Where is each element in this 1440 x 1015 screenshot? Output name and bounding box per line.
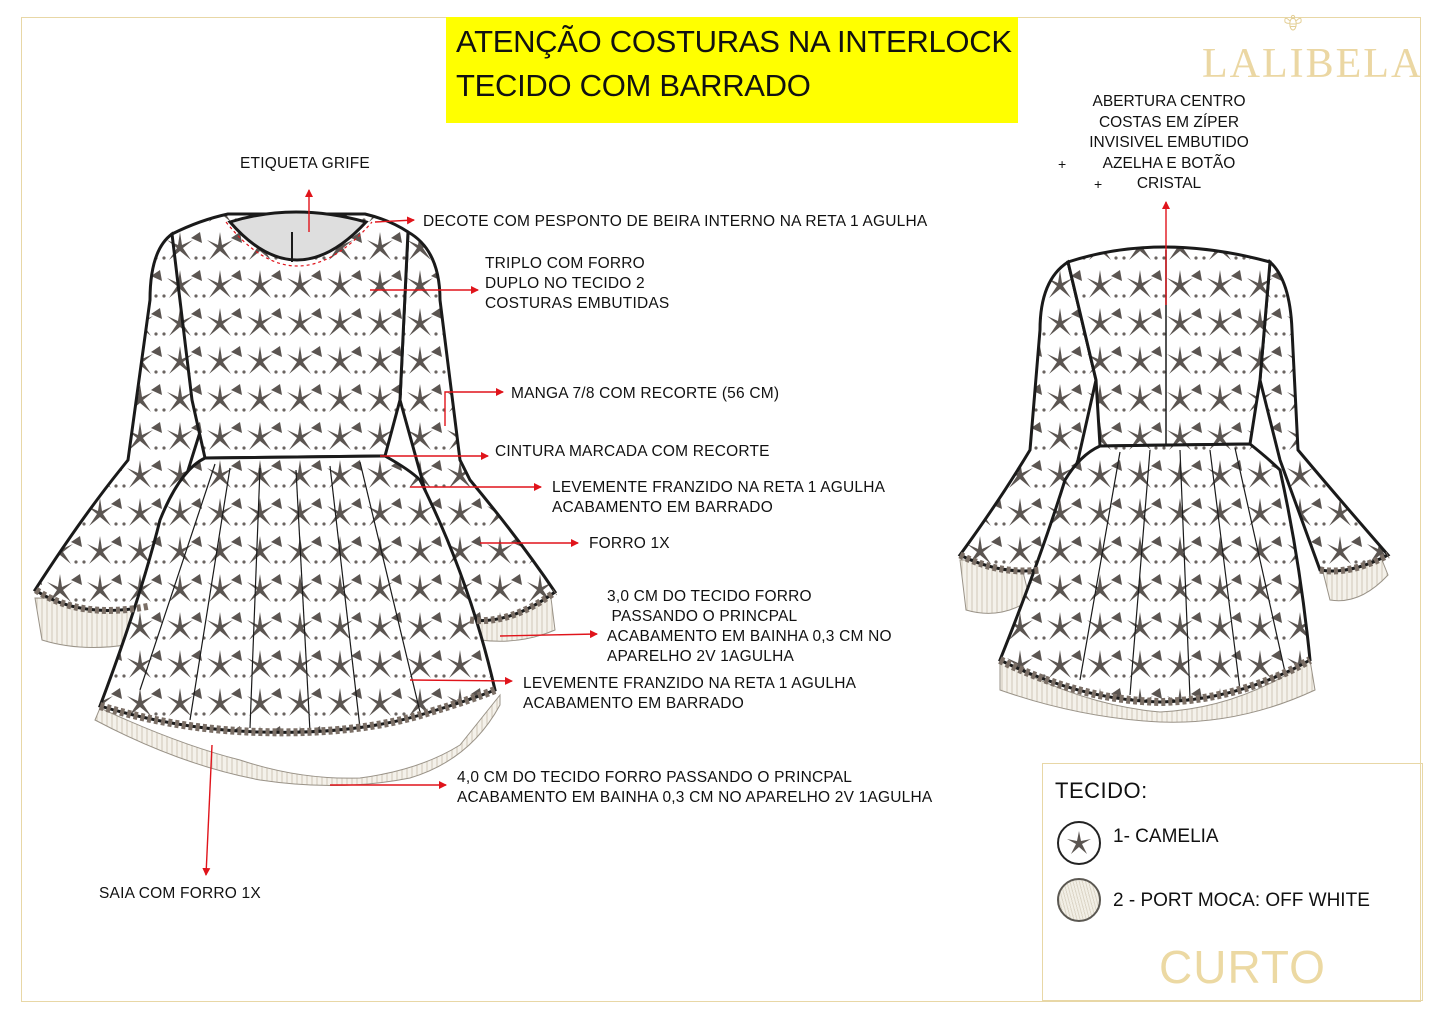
label-manga: MANGA 7/8 COM RECORTE (56 CM) xyxy=(511,385,780,402)
label-triplo-line: DUPLO NO TECIDO 2 xyxy=(485,275,645,292)
back-note-line: CRISTAL xyxy=(1136,175,1202,192)
front-view xyxy=(35,212,555,786)
legend-item-camelia: 1- CAMELIA xyxy=(1113,826,1219,847)
label-decote: DECOTE COM PESPONTO DE BEIRA INTERNO NA RETA 1 AGULHA xyxy=(423,213,928,230)
back-note-line: ABERTURA CENTRO xyxy=(1092,93,1246,110)
legend-item-port-moca: 2 - PORT MOCA: OFF WHITE xyxy=(1113,890,1370,911)
fabric-swatch-port-moca xyxy=(1057,878,1101,922)
label-saia: SAIA COM FORRO 1X xyxy=(99,885,261,902)
label-cintura: CINTURA MARCADA COM RECORTE xyxy=(495,443,770,460)
label-tres-cm-line: ACABAMENTO EM BAINHA 0,3 CM NO xyxy=(607,628,892,645)
label-tres-cm-line: APARELHO 2V 1AGULHA xyxy=(607,648,794,665)
label-etiqueta: ETIQUETA GRIFE xyxy=(240,155,370,172)
label-quatro-cm xyxy=(457,768,932,808)
label-forro: FORRO 1X xyxy=(589,535,670,552)
brand-logo: LALIBELA xyxy=(1202,41,1424,87)
label-franzido-1 xyxy=(552,478,885,518)
label-quatro-cm-line: ACABAMENTO EM BAINHA 0,3 CM NO APARELHO 2V 1AGULHA xyxy=(457,789,933,806)
warning-line-1: ATENÇÃO COSTURAS NA INTERLOCK xyxy=(456,24,1012,59)
label-triplo-line: TRIPLO COM FORRO xyxy=(485,255,645,272)
back-note-row xyxy=(1058,174,1280,195)
back-note-line: COSTAS EM ZÍPER xyxy=(1098,113,1240,131)
warning-line-2: TECIDO COM BARRADO xyxy=(456,68,811,103)
label-franzido-line: LEVEMENTE FRANZIDO NA RETA 1 AGULHA xyxy=(552,479,886,496)
back-note-line: AZELHA E BOTÃO xyxy=(1102,154,1236,172)
plus-sign: + xyxy=(1058,155,1067,172)
label-franzido-line: ACABAMENTO EM BARRADO xyxy=(523,695,744,712)
label-tres-cm xyxy=(607,587,892,667)
label-franzido-line: ACABAMENTO EM BARRADO xyxy=(552,499,773,516)
back-note-row xyxy=(1058,154,1280,175)
back-view xyxy=(960,247,1388,722)
legend-title: TECIDO: xyxy=(1055,778,1148,803)
label-back-opening xyxy=(1058,92,1280,195)
plus-sign: + xyxy=(1094,176,1103,192)
fabric-legend xyxy=(1042,763,1423,1001)
length-label: CURTO xyxy=(1159,941,1326,993)
label-franzido-line: LEVEMENTE FRANZIDO NA RETA 1 AGULHA xyxy=(523,675,857,692)
camelia-swatch-icon xyxy=(1059,823,1099,863)
label-franzido-2 xyxy=(523,674,856,714)
back-bodice xyxy=(1068,247,1270,446)
back-note-line: INVISIVEL EMBUTIDO xyxy=(1089,134,1249,151)
label-quatro-cm-line: 4,0 CM DO TECIDO FORRO PASSANDO O PRINCPAL xyxy=(457,769,853,786)
label-tres-cm-line: PASSANDO O PRINCPAL xyxy=(607,608,798,625)
label-tres-cm-line: 3,0 CM DO TECIDO FORRO xyxy=(607,588,812,605)
label-triplo xyxy=(485,254,669,314)
label-triplo-line: COSTURAS EMBUTIDAS xyxy=(485,295,670,312)
fabric-swatch-camelia xyxy=(1057,821,1101,865)
